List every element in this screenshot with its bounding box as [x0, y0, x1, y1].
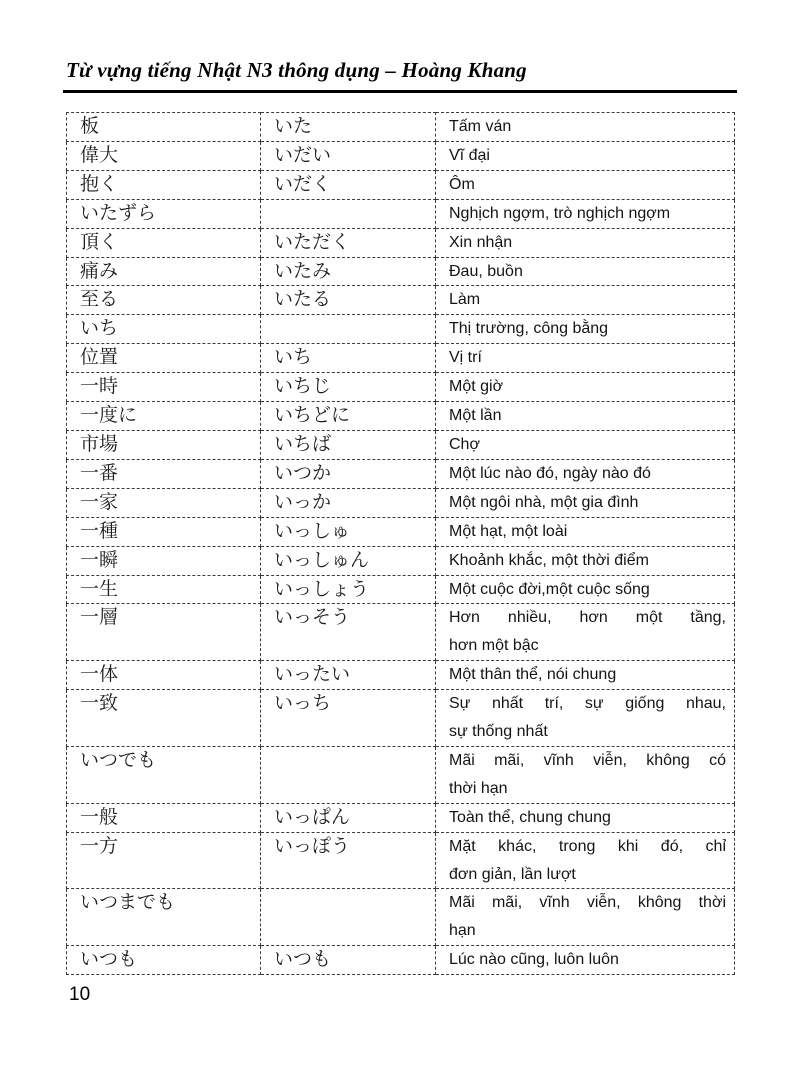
- meaning-line: Mặt khác, trong khi đó, chỉ: [449, 837, 726, 855]
- vocab-row: [67, 661, 735, 690]
- meaning-cell: [436, 344, 735, 373]
- vocab-row: [67, 286, 735, 315]
- vocab-row: [67, 832, 735, 889]
- meaning-cell: [436, 113, 735, 142]
- meaning-line: Vĩ đại: [449, 146, 490, 164]
- meaning-line: Thị trường, công bằng: [449, 320, 609, 338]
- vocabulary-table: [66, 112, 735, 975]
- meaning-cell: [436, 803, 735, 832]
- kana-cell: いっしょう: [261, 575, 436, 604]
- meaning-cell: [436, 946, 735, 975]
- kana-cell: いちじ: [261, 373, 436, 402]
- vocab-row: [67, 546, 735, 575]
- vocab-row: [67, 228, 735, 257]
- kana-cell: いっか: [261, 488, 436, 517]
- kana-cell: いただく: [261, 228, 436, 257]
- meaning-line: Một cuộc đời,một cuộc sống: [449, 580, 650, 598]
- meaning-cell: [436, 315, 735, 344]
- kana-cell: いちどに: [261, 402, 436, 431]
- vocab-row: [67, 373, 735, 402]
- meaning-line: Xin nhận: [449, 233, 513, 251]
- kanji-cell: 一層: [67, 604, 261, 661]
- meaning-cell: [436, 199, 735, 228]
- meaning-line: Sự nhất trí, sự giống nhau,: [449, 695, 726, 713]
- vocab-row: [67, 430, 735, 459]
- vocab-row: [67, 575, 735, 604]
- meaning-line: hạn: [449, 922, 476, 940]
- meaning-cell: [436, 286, 735, 315]
- kana-cell: いっぽう: [261, 832, 436, 889]
- kanji-cell: 位置: [67, 344, 261, 373]
- kana-cell: [261, 315, 436, 344]
- meaning-line: Chợ: [449, 435, 480, 453]
- meaning-line: Tấm ván: [449, 118, 512, 135]
- kanji-cell: 一番: [67, 459, 261, 488]
- meaning-cell: [436, 402, 735, 431]
- kanji-cell: 一生: [67, 575, 261, 604]
- kanji-cell: 偉大: [67, 141, 261, 170]
- vocab-row: [67, 690, 735, 747]
- kana-cell: いっぱん: [261, 803, 436, 832]
- kana-cell: いちば: [261, 430, 436, 459]
- meaning-cell: [436, 459, 735, 488]
- meaning-line: Một giờ: [449, 378, 504, 396]
- meaning-line: Một lúc nào đó, ngày nào đó: [449, 464, 651, 482]
- meaning-line: Làm: [449, 291, 481, 309]
- meaning-cell: [436, 690, 735, 747]
- meaning-line: Toàn thể, chung chung: [449, 808, 611, 826]
- kana-cell: いっそう: [261, 604, 436, 661]
- vocab-table-body: [67, 113, 735, 975]
- meaning-cell: [436, 488, 735, 517]
- vocab-row: [67, 344, 735, 373]
- kanji-cell: 一方: [67, 832, 261, 889]
- kanji-cell: いつでも: [67, 746, 261, 803]
- kanji-cell: 頂く: [67, 228, 261, 257]
- meaning-line: Một lần: [449, 407, 502, 425]
- vocab-row: [67, 889, 735, 946]
- page-header-title: Từ vựng tiếng Nhật N3 thông dụng – Hoàng Khang: [66, 58, 527, 82]
- meaning-cell: [436, 228, 735, 257]
- meaning-cell: [436, 517, 735, 546]
- meaning-line: Một thân thể, nói chung: [449, 666, 617, 684]
- meaning-line: Khoảnh khắc, một thời điểm: [449, 551, 649, 569]
- kanji-cell: 板: [67, 113, 261, 142]
- kana-cell: いたる: [261, 286, 436, 315]
- header-divider: [63, 90, 737, 93]
- kanji-cell: いたずら: [67, 199, 261, 228]
- vocab-row: [67, 604, 735, 661]
- kanji-cell: 痛み: [67, 257, 261, 286]
- meaning-cell: [436, 604, 735, 661]
- vocab-row: [67, 488, 735, 517]
- meaning-line: Một hạt, một loài: [449, 522, 568, 540]
- kanji-cell: 一致: [67, 690, 261, 747]
- kana-cell: [261, 889, 436, 946]
- meaning-cell: [436, 141, 735, 170]
- kanji-cell: 一瞬: [67, 546, 261, 575]
- meaning-cell: [436, 170, 735, 199]
- meaning-line: Mãi mãi, vĩnh viễn, không thời: [449, 894, 726, 912]
- meaning-line: Lúc nào cũng, luôn luôn: [449, 951, 619, 969]
- kanji-cell: 至る: [67, 286, 261, 315]
- meaning-line: hơn một bậc: [449, 637, 539, 655]
- meaning-cell: [436, 546, 735, 575]
- kanji-cell: 市場: [67, 430, 261, 459]
- kana-cell: [261, 199, 436, 228]
- meaning-cell: [436, 832, 735, 889]
- vocab-row: [67, 199, 735, 228]
- meaning-line: Đau, buồn: [449, 262, 523, 280]
- kana-cell: いつも: [261, 946, 436, 975]
- kana-cell: いつか: [261, 459, 436, 488]
- kana-cell: いだく: [261, 170, 436, 199]
- vocab-row: [67, 257, 735, 286]
- meaning-cell: [436, 661, 735, 690]
- kanji-cell: いち: [67, 315, 261, 344]
- vocab-row: [67, 946, 735, 975]
- meaning-cell: [436, 373, 735, 402]
- meaning-line: Vị trí: [449, 349, 482, 367]
- meaning-line: Một ngôi nhà, một gia đình: [449, 493, 639, 511]
- kana-cell: いだい: [261, 141, 436, 170]
- kanji-cell: 一家: [67, 488, 261, 517]
- kanji-cell: 一種: [67, 517, 261, 546]
- meaning-cell: [436, 430, 735, 459]
- kanji-cell: 一体: [67, 661, 261, 690]
- meaning-line: Ôm: [449, 175, 475, 193]
- meaning-line: thời hạn: [449, 779, 508, 797]
- kanji-cell: 抱く: [67, 170, 261, 199]
- kana-cell: いた: [261, 113, 436, 142]
- vocab-row: [67, 170, 735, 199]
- kana-cell: [261, 746, 436, 803]
- vocab-row: [67, 517, 735, 546]
- meaning-line: sự thống nhất: [449, 723, 548, 741]
- vocab-row: [67, 113, 735, 142]
- meaning-cell: [436, 746, 735, 803]
- meaning-cell: [436, 575, 735, 604]
- vocab-row: [67, 746, 735, 803]
- meaning-line: Nghịch ngợm, trò nghịch ngợm: [449, 204, 671, 222]
- vocab-row: [67, 141, 735, 170]
- vocab-row: [67, 459, 735, 488]
- kanji-cell: いつまでも: [67, 889, 261, 946]
- meaning-cell: [436, 257, 735, 286]
- kana-cell: いっち: [261, 690, 436, 747]
- kana-cell: いっしゅ: [261, 517, 436, 546]
- vocab-row: [67, 803, 735, 832]
- meaning-line: Hơn nhiều, hơn một tầng,: [449, 609, 726, 627]
- kanji-cell: 一般: [67, 803, 261, 832]
- kana-cell: いち: [261, 344, 436, 373]
- kanji-cell: 一度に: [67, 402, 261, 431]
- kana-cell: いったい: [261, 661, 436, 690]
- meaning-cell: [436, 889, 735, 946]
- kanji-cell: 一時: [67, 373, 261, 402]
- meaning-line: đơn giản, lần lượt: [449, 865, 576, 883]
- vocab-row: [67, 402, 735, 431]
- kana-cell: いっしゅん: [261, 546, 436, 575]
- vocab-row: [67, 315, 735, 344]
- page-number: 10: [69, 984, 91, 1005]
- meaning-line: Mãi mãi, vĩnh viễn, không có: [449, 751, 726, 769]
- kanji-cell: いつも: [67, 946, 261, 975]
- kana-cell: いたみ: [261, 257, 436, 286]
